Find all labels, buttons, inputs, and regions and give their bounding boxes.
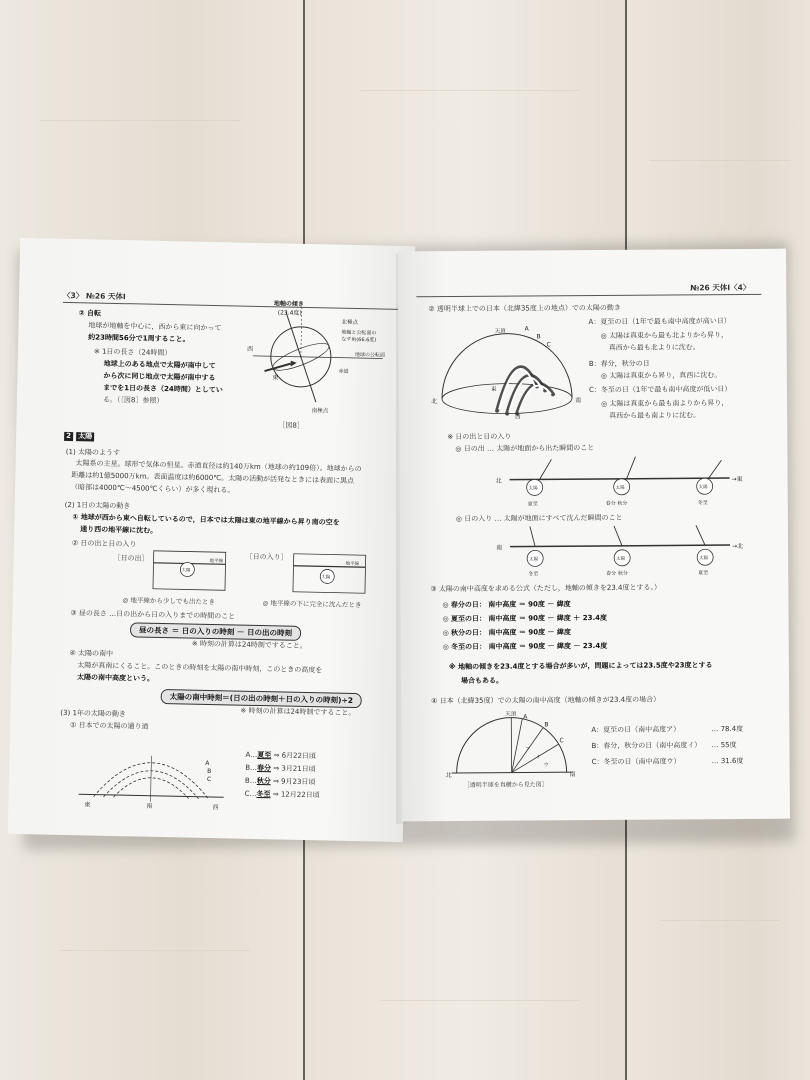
formula-row: ◎ 春分の日： 南中高度 ＝ 90度 － 緯度	[442, 600, 571, 610]
case-detail: 真西から最も南よりに沈む。	[609, 411, 701, 420]
section-badge: 2	[64, 432, 73, 441]
dir-north: 北	[495, 477, 502, 485]
figure-caption: ［図8］	[278, 421, 304, 430]
day-length-head: ③ 昼の長さ …日の出から日の入りまでの時間のこと	[70, 609, 236, 621]
sun-label: 太陽	[181, 568, 191, 574]
culmination-head: ④ 太陽の南中	[69, 649, 114, 658]
culmination-formula: 太陽の南中時刻＝(日の出の時刻＋日の入りの時刻)÷2	[161, 689, 363, 708]
dome-label-c: C	[546, 341, 551, 349]
sunset-definition: ◎ 日の入り … 太陽が地面にすべて沈んだ瞬間のこと	[455, 513, 623, 523]
fig-label-orbit-angle: なす角(66.6度)	[341, 336, 377, 344]
rotation-note: までを1日の長さ（24時間）としてい	[103, 383, 223, 395]
sunrise-direction-diagram	[489, 454, 749, 511]
sun-label: 太陽	[321, 575, 331, 581]
sunset-caption: ◎ 地平線の下に完全に沈んだとき	[262, 599, 362, 610]
rotation-title: ② 自転	[78, 309, 102, 318]
page-header: 〈3〉 №26 天体Ⅰ	[62, 290, 126, 302]
formula-note: 場合もある。	[460, 676, 504, 685]
case-detail: 真西から最も北よりに沈む。	[608, 343, 700, 352]
sun-marker	[696, 460, 721, 494]
daily-motion-line: ① 地球が西から東へ自転しているので，日本では太陽は東の地平線から昇り南の空を	[72, 513, 340, 527]
rotation-note: ※ 1日の長さ（24時間）	[93, 347, 172, 358]
left-page	[8, 238, 415, 842]
sun-marker	[613, 457, 635, 495]
example-head: ④ 日本（北緯35度）での太陽の南中高度（地軸の傾きが23.4度の場合）	[431, 695, 661, 706]
sun-desc-line: （暗部は4000℃〜4500℃くらい）が多く現れる。	[70, 483, 235, 495]
case-item: C：冬至の日（1年で最も南中高度が低い日）	[588, 385, 732, 395]
fig-label-degree: (23.4度)	[277, 309, 302, 317]
formula-note: ※ 時刻の計算は24時制ですること。	[240, 706, 356, 718]
formula-head: ③ 太陽の南中高度を求める公式（ただし，地軸の傾きを23.4度とする。）	[430, 583, 661, 594]
svg-text:太陽: 太陽	[528, 486, 538, 492]
page-header: №26 天体Ⅰ〈4〉	[690, 282, 751, 293]
sun-desc-line: 太陽系の主星。球形で気体の恒星。赤道直径は約140万km（地球の約109倍）。地球からの	[75, 459, 362, 474]
sunrise-label: ［日の出］	[113, 553, 149, 563]
season-label: 冬至	[697, 500, 708, 507]
sun-path-c-inner	[519, 386, 551, 413]
dome-north: 北	[431, 398, 438, 406]
season-item: B…春分 ⇒ 3月21日頃	[245, 763, 316, 774]
sunrise-caption: ◎ 地平線から少しでも出たとき	[122, 596, 216, 607]
case-detail: ◎ 太陽は真東から最も南よりから昇り，	[601, 399, 729, 408]
header-rule	[416, 294, 761, 297]
formula-row: ◎ 秋分の日： 南中高度 ＝ 90度 － 緯度	[442, 628, 571, 638]
fig-label-north-pole: 北極点	[341, 319, 359, 327]
formula-note: ※ 地軸の傾きを23.4度とする場合が多いが，問題によっては23.5度や23度とする	[448, 661, 713, 672]
fig-north: 北	[445, 771, 452, 780]
rotation-note: る。（［図8］参照）	[102, 395, 164, 405]
horizon-label: 地平線	[209, 558, 224, 565]
fig-zenith: 天頂	[505, 711, 517, 718]
dome-head: ② 透明半球上での日本（北緯35度上の地点）での太陽の動き	[428, 303, 621, 314]
rotation-note: 地球上のある地点で太陽が南中して	[103, 359, 216, 371]
sunrise-definition: ◎ 日の出 … 太陽が地面から出た瞬間のこと	[455, 443, 595, 453]
svg-text:太陽: 太陽	[698, 485, 708, 491]
formula-row: ◎ 夏至の日： 南中高度 ＝ 90度 － 緯度 ＋ 23.4度	[442, 613, 608, 624]
earth-tilt-diagram	[242, 301, 394, 424]
fig-angle-c: ウ	[543, 762, 549, 769]
dome-label-b: B	[536, 333, 541, 341]
formula-row: ◎ 冬至の日： 南中高度 ＝ 90度 － 緯度 － 23.4度	[442, 641, 608, 652]
fig-south: 南	[569, 771, 576, 779]
annual-sun-path-diagram	[78, 734, 230, 812]
dome-east: 東	[490, 386, 497, 393]
svg-text:太陽: 太陽	[699, 556, 709, 562]
daily-motion-line: 通り西の地平線に沈む。	[80, 525, 158, 535]
rotation-note: から次に同じ地点で太陽が南中する	[103, 371, 216, 383]
result-value: … 55度	[711, 741, 737, 750]
dome-outline	[442, 333, 572, 399]
fig-label-south-pole: 南極点	[311, 408, 329, 415]
fig-a: A	[523, 713, 528, 721]
fig-angle-b: イ	[535, 754, 541, 761]
case-detail: ◎ 太陽は真東から昇り，真西に沈む。	[600, 371, 722, 380]
result-value: … 31.6度	[711, 756, 744, 766]
fig-label-axis-tilt: 地軸の傾き	[273, 300, 305, 308]
path-label-b: B	[207, 767, 212, 776]
sunrise-head: ② 日の出と日の入り	[71, 539, 137, 549]
celestial-dome-diagram	[431, 318, 582, 421]
rotation-line: 約23時間56分で1周すること。	[88, 333, 190, 344]
sun-path-c	[517, 384, 553, 414]
fig-label-west: 西	[246, 345, 254, 353]
case-detail: ◎ 太陽は真東から最も北よりから昇り，	[600, 331, 728, 340]
fig-c: C	[559, 737, 564, 745]
fig-label-orbit-angle: 地軸と公転面の	[341, 329, 377, 337]
formula-note: ※ 時刻の計算は24時制ですること。	[191, 639, 307, 651]
example-caption: ［透明半球を真横から見た図］	[463, 781, 548, 789]
result-label: A：夏至の日（南中高度ア）	[591, 725, 681, 735]
dir-south: 南	[146, 802, 153, 810]
season-item: B…秋分 ⇒ 9月23日頃	[244, 776, 316, 787]
fig-b: B	[544, 721, 549, 729]
svg-text:太陽: 太陽	[615, 485, 625, 491]
sunrise-diagram	[153, 551, 234, 595]
sun-desc-line: 距離は約1億5000万km。表面温度は約6000℃。太陽の活動が活発なときには表面に黒点	[71, 471, 355, 485]
season-item: A…夏至 ⇒ 6月22日頃	[245, 750, 317, 761]
meridian-line	[151, 756, 152, 802]
ground-line	[79, 794, 224, 797]
wood-grain	[660, 920, 780, 921]
wood-grain	[380, 1000, 580, 1001]
dir-north: →北	[732, 542, 744, 551]
dir-east: 東	[84, 801, 91, 809]
fig-label-orbit-plane: 地球の公転面	[354, 351, 385, 359]
horizon-line	[510, 545, 730, 547]
dir-west: 西	[212, 804, 219, 812]
season-label: 夏至	[527, 501, 538, 508]
case-item: A：夏至の日（1年で最も南中高度が高い日）	[588, 317, 731, 327]
culmination-line: 太陽が真南にくること。このときの時刻を太陽の南中時刻，このときの高度を	[77, 661, 323, 675]
season-label: 春分 秋分	[605, 500, 628, 507]
season-label: 冬至	[528, 571, 539, 578]
dome-west: 西	[515, 414, 521, 421]
season-label: 夏至	[698, 570, 709, 577]
rotation-line: 地球が地軸を中心に，西から東に向かって	[88, 321, 222, 333]
section-title: 太陽	[76, 432, 94, 441]
result-label: B：春分，秋分の日（南中高度イ）	[591, 741, 702, 751]
subsection-head: (1) 太陽のようす	[65, 447, 121, 458]
culmination-altitude-diagram	[445, 710, 576, 791]
svg-text:太陽: 太陽	[529, 557, 539, 563]
wood-grain	[650, 160, 790, 161]
fig-angle-a: ア	[525, 746, 531, 753]
day-length-formula: 昼の長さ ＝ 日の入りの時刻 － 日の出の時刻	[130, 622, 301, 641]
sunset-direction-diagram	[490, 521, 750, 578]
horizon-label: 地平線	[345, 561, 360, 568]
case-item: B：春分，秋分の日	[588, 359, 650, 369]
fig-label-equator: 赤道	[338, 368, 349, 375]
wood-grain	[360, 90, 580, 91]
path-label-a: A	[205, 759, 210, 768]
dome-south: 南	[575, 397, 582, 405]
sunset-diagram	[293, 554, 374, 598]
subsection-head: (3) 1年の太陽の動き	[60, 708, 127, 719]
dome-zenith: 天頂	[494, 328, 506, 335]
right-page	[398, 249, 790, 822]
season-label: 春分 秋分	[606, 570, 628, 577]
svg-text:太陽: 太陽	[616, 556, 626, 562]
wood-grain	[60, 950, 250, 951]
sun-marker	[526, 459, 551, 495]
subsection-head: (2) 1日の太陽の動き	[64, 500, 131, 511]
culmination-line: 太陽の南中高度という。	[77, 673, 155, 683]
annual-path-head: ① 日本での太陽の通り道	[70, 721, 149, 731]
sunset-label: ［日の入り］	[245, 552, 288, 562]
dir-south: 南	[496, 544, 503, 552]
result-value: … 78.4度	[711, 724, 744, 734]
path-label-c: C	[206, 775, 212, 784]
result-label: C：冬至の日（南中高度ウ）	[591, 757, 681, 767]
fig-label-east: 東	[272, 374, 279, 382]
dome-label-a: A	[524, 325, 529, 333]
season-item: C…冬至 ⇒ 12月22日頃	[244, 789, 320, 800]
wood-grain	[40, 120, 240, 121]
arrow-head	[291, 361, 297, 367]
dir-east: →東	[731, 475, 743, 484]
rise-set-head: ※ 日の出と日の入り	[447, 432, 512, 442]
